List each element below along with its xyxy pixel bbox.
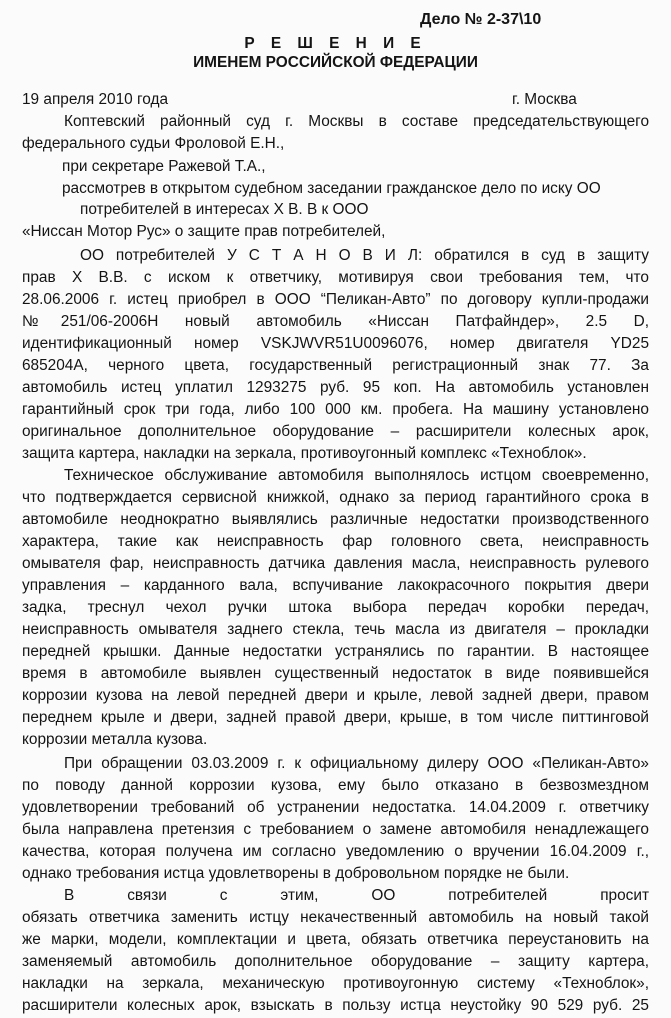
- text-line: гарантийный срок три года, либо 100 000 км. пробега. На машину установлено: [22, 401, 649, 418]
- text-line: защита картера, накладки на зеркала, противоугонный комплекс «Техноблок».: [22, 445, 587, 462]
- case-number: Дело № 2-37\10: [420, 11, 542, 28]
- text-line: автомобиль истец уплатил 1293275 руб. 95 коп. На автомобиль установлен: [22, 379, 649, 396]
- text-line: по поводу данной коррозии кузова, ему было отказано в безвозмездном: [22, 777, 649, 794]
- text-line: потребителей в интересах Х В. В к ООО: [80, 201, 369, 218]
- text-line: коррозии кузова на левой передней двери и крыле, левой задней двери, правом: [22, 687, 649, 704]
- text-line: идентификационный номер VSKJWVR51U0096076, номер двигателя YD25: [22, 335, 649, 352]
- text-line: однако требования истца удовлетворены в добровольном порядке не были.: [22, 865, 570, 882]
- decision-city: г. Москва: [512, 91, 577, 108]
- text-line: накладки на зеркала, механическую противоугонную систему «Техноблок»,: [22, 975, 649, 992]
- text-line: была направлена претензия с требованием о замене автомобиля ненадлежащего: [22, 821, 649, 838]
- text-line: оригинальное дополнительное оборудование – расширители колесных арок,: [22, 423, 649, 440]
- text-line: федерального судьи Фроловой Е.Н.,: [22, 135, 285, 152]
- text-line: В связи с этим, ОО потребителей просит: [64, 887, 649, 904]
- text-line: коррозии металла кузова.: [22, 731, 208, 748]
- text-line: удовлетворении требований об устранении недостатка. 14.04.2009 г. ответчику: [22, 799, 649, 816]
- text-line: задка, треснул чехол ручки штока выбора передач коробки передач,: [22, 599, 649, 616]
- text-line: При обращении 03.03.2009 г. к официальному дилеру ООО «Пеликан-Авто»: [64, 755, 649, 772]
- text-line: при секретаре Ражевой Т.А.,: [62, 158, 266, 175]
- text-line: омывателя фар, неисправность датчика давления масла, неисправность рулевого: [22, 555, 649, 572]
- text-line: расширители колесных арок, взыскать в пользу истца неустойку 90 529 руб. 25: [22, 997, 649, 1014]
- text-line: характера, такие как неисправность фар головного света, неисправность: [22, 533, 649, 550]
- decision-date: 19 апреля 2010 года: [22, 91, 169, 108]
- text-line: передней крышки. Данные недостатки устранялись по гарантии. В настоящее: [22, 643, 649, 660]
- text-line: 28.06.2006 г. истец приобрел в ООО “Пеликан-Авто” по договору купли-продажи: [22, 291, 649, 308]
- text-line: же марки, модели, комплектации и цвета, обязать ответчика переустановить на: [22, 931, 649, 948]
- text-line: что подтверждается сервисной книжкой, однако за период гарантийного срока в: [22, 489, 649, 506]
- text-line: прав Х В.В. с иском к ответчику, мотивируя свои требования тем, что: [22, 269, 649, 286]
- text-line: «Ниссан Мотор Рус» о защите прав потребителей,: [22, 223, 386, 240]
- text-line: обязать ответчика заменить истцу некачественный автомобиль на новый такой: [22, 909, 649, 926]
- decision-title: Р Е Ш Е Н И Е: [244, 35, 427, 52]
- text-line: Техническое обслуживание автомобиля выполнялось истцом своевременно,: [64, 467, 649, 484]
- text-line: автомобиле неоднократно выявлялись различные недостатки производственного: [22, 511, 649, 528]
- text-line: время в автомобиле выявлен существенный недостаток в виде появившейся: [22, 665, 649, 682]
- text-line: управления – карданного вала, вспучивание лакокрасочного покрытия двери: [22, 577, 649, 594]
- text-line: рассмотрев в открытом судебном заседании гражданское дело по иску ОО: [62, 180, 601, 197]
- text-line: 685204А, черного цвета, государственный регистрационный знак 77. За: [22, 357, 649, 374]
- text-line: ОО потребителей У С Т А Н О В И Л: обратился в суд в защиту: [80, 247, 649, 264]
- text-line: №251/06-2006Н новый автомобиль «Ниссан Патфайндер», 2.5 D,: [22, 313, 649, 330]
- text-line: переднем крыле и двери, задней правой двери, крыше, в том числе питтинговой: [22, 709, 649, 726]
- text-line: Коптевский районный суд г. Москвы в составе председательствующего: [64, 113, 649, 130]
- text-line: неисправность омывателя заднего стекла, течь масла из двигателя – прокладки: [22, 621, 649, 638]
- text-line: качества, которая получена им согласно уведомлению о вручении 16.04.2009 г.,: [22, 843, 649, 860]
- text-line: заменяемый автомобиль дополнительное оборудование – защиту картера,: [22, 953, 649, 970]
- decision-subtitle: ИМЕНЕМ РОССИЙСКОЙ ФЕДЕРАЦИИ: [193, 54, 478, 71]
